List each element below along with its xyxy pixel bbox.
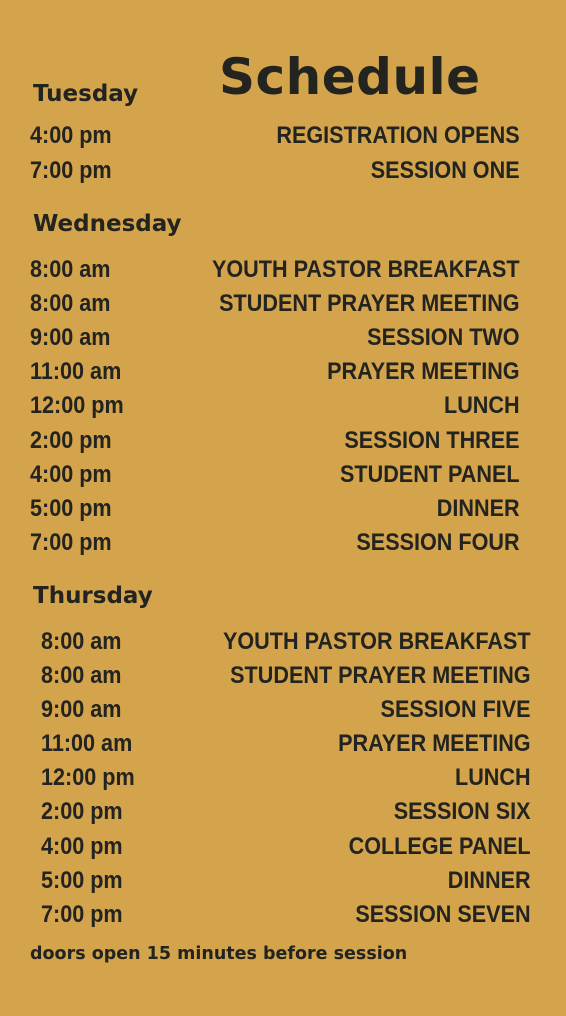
- row-event: LUNCH: [444, 392, 520, 419]
- schedule-row: [30, 427, 520, 455]
- schedule-row: [30, 157, 520, 185]
- schedule-row: [30, 256, 520, 284]
- row-event: STUDENT PRAYER MEETING: [230, 662, 531, 689]
- row-event: STUDENT PRAYER MEETING: [219, 290, 520, 317]
- schedule-row: [41, 628, 531, 656]
- schedule-row: [41, 901, 531, 929]
- row-event: COLLEGE PANEL: [348, 833, 531, 860]
- row-time: 8:00 am: [30, 256, 111, 283]
- row-time: 4:00 pm: [30, 122, 112, 149]
- schedule-row: [30, 290, 520, 318]
- row-event: SESSION FIVE: [380, 696, 531, 723]
- schedule-row: [41, 730, 531, 758]
- row-time: 9:00 am: [41, 696, 122, 723]
- row-time: 9:00 am: [30, 324, 111, 351]
- row-event: PRAYER MEETING: [327, 358, 520, 385]
- row-event: SESSION SIX: [393, 798, 531, 825]
- day-heading-wednesday: Wednesday: [33, 211, 182, 237]
- row-time: 4:00 pm: [41, 833, 123, 860]
- row-time: 8:00 am: [41, 628, 122, 655]
- schedule-row: [41, 662, 531, 690]
- row-time: 11:00 am: [41, 730, 133, 757]
- schedule-row: [41, 764, 531, 792]
- schedule-row: [30, 324, 520, 352]
- row-time: 7:00 pm: [30, 529, 112, 556]
- day-heading-tuesday: Tuesday: [33, 81, 139, 107]
- row-event: SESSION TWO: [367, 324, 520, 351]
- schedule-row: [30, 495, 520, 523]
- row-time: 11:00 am: [30, 358, 122, 385]
- schedule-row: [41, 696, 531, 724]
- day-heading-thursday: Thursday: [33, 583, 153, 609]
- row-time: 8:00 am: [30, 290, 111, 317]
- page-title: Schedule: [219, 48, 481, 106]
- row-time: 8:00 am: [41, 662, 122, 689]
- row-event: PRAYER MEETING: [338, 730, 531, 757]
- footer-note: doors open 15 minutes before session: [30, 944, 408, 964]
- schedule-row: [30, 529, 520, 557]
- schedule-row: [41, 833, 531, 861]
- row-event: LUNCH: [455, 764, 531, 791]
- schedule-row: [30, 358, 520, 386]
- row-event: DINNER: [447, 867, 531, 894]
- row-time: 12:00 pm: [30, 392, 124, 419]
- row-time: 2:00 pm: [41, 798, 123, 825]
- row-event: SESSION SEVEN: [355, 901, 531, 928]
- row-event: STUDENT PANEL: [339, 461, 520, 488]
- schedule-row: [30, 122, 520, 150]
- row-time: 7:00 pm: [30, 157, 112, 184]
- row-event: DINNER: [436, 495, 520, 522]
- row-event: REGISTRATION OPENS: [276, 122, 520, 149]
- row-time: 5:00 pm: [41, 867, 123, 894]
- schedule-row: [30, 392, 520, 420]
- row-event: SESSION THREE: [344, 427, 520, 454]
- row-event: SESSION FOUR: [356, 529, 520, 556]
- row-event: SESSION ONE: [370, 157, 520, 184]
- row-time: 7:00 pm: [41, 901, 123, 928]
- schedule-row: [41, 867, 531, 895]
- row-time: 2:00 pm: [30, 427, 112, 454]
- row-event: YOUTH PASTOR BREAKFAST: [222, 628, 531, 655]
- schedule-row: [41, 798, 531, 826]
- row-time: 12:00 pm: [41, 764, 135, 791]
- row-time: 5:00 pm: [30, 495, 112, 522]
- row-event: YOUTH PASTOR BREAKFAST: [211, 256, 520, 283]
- schedule-row: [30, 461, 520, 489]
- row-time: 4:00 pm: [30, 461, 112, 488]
